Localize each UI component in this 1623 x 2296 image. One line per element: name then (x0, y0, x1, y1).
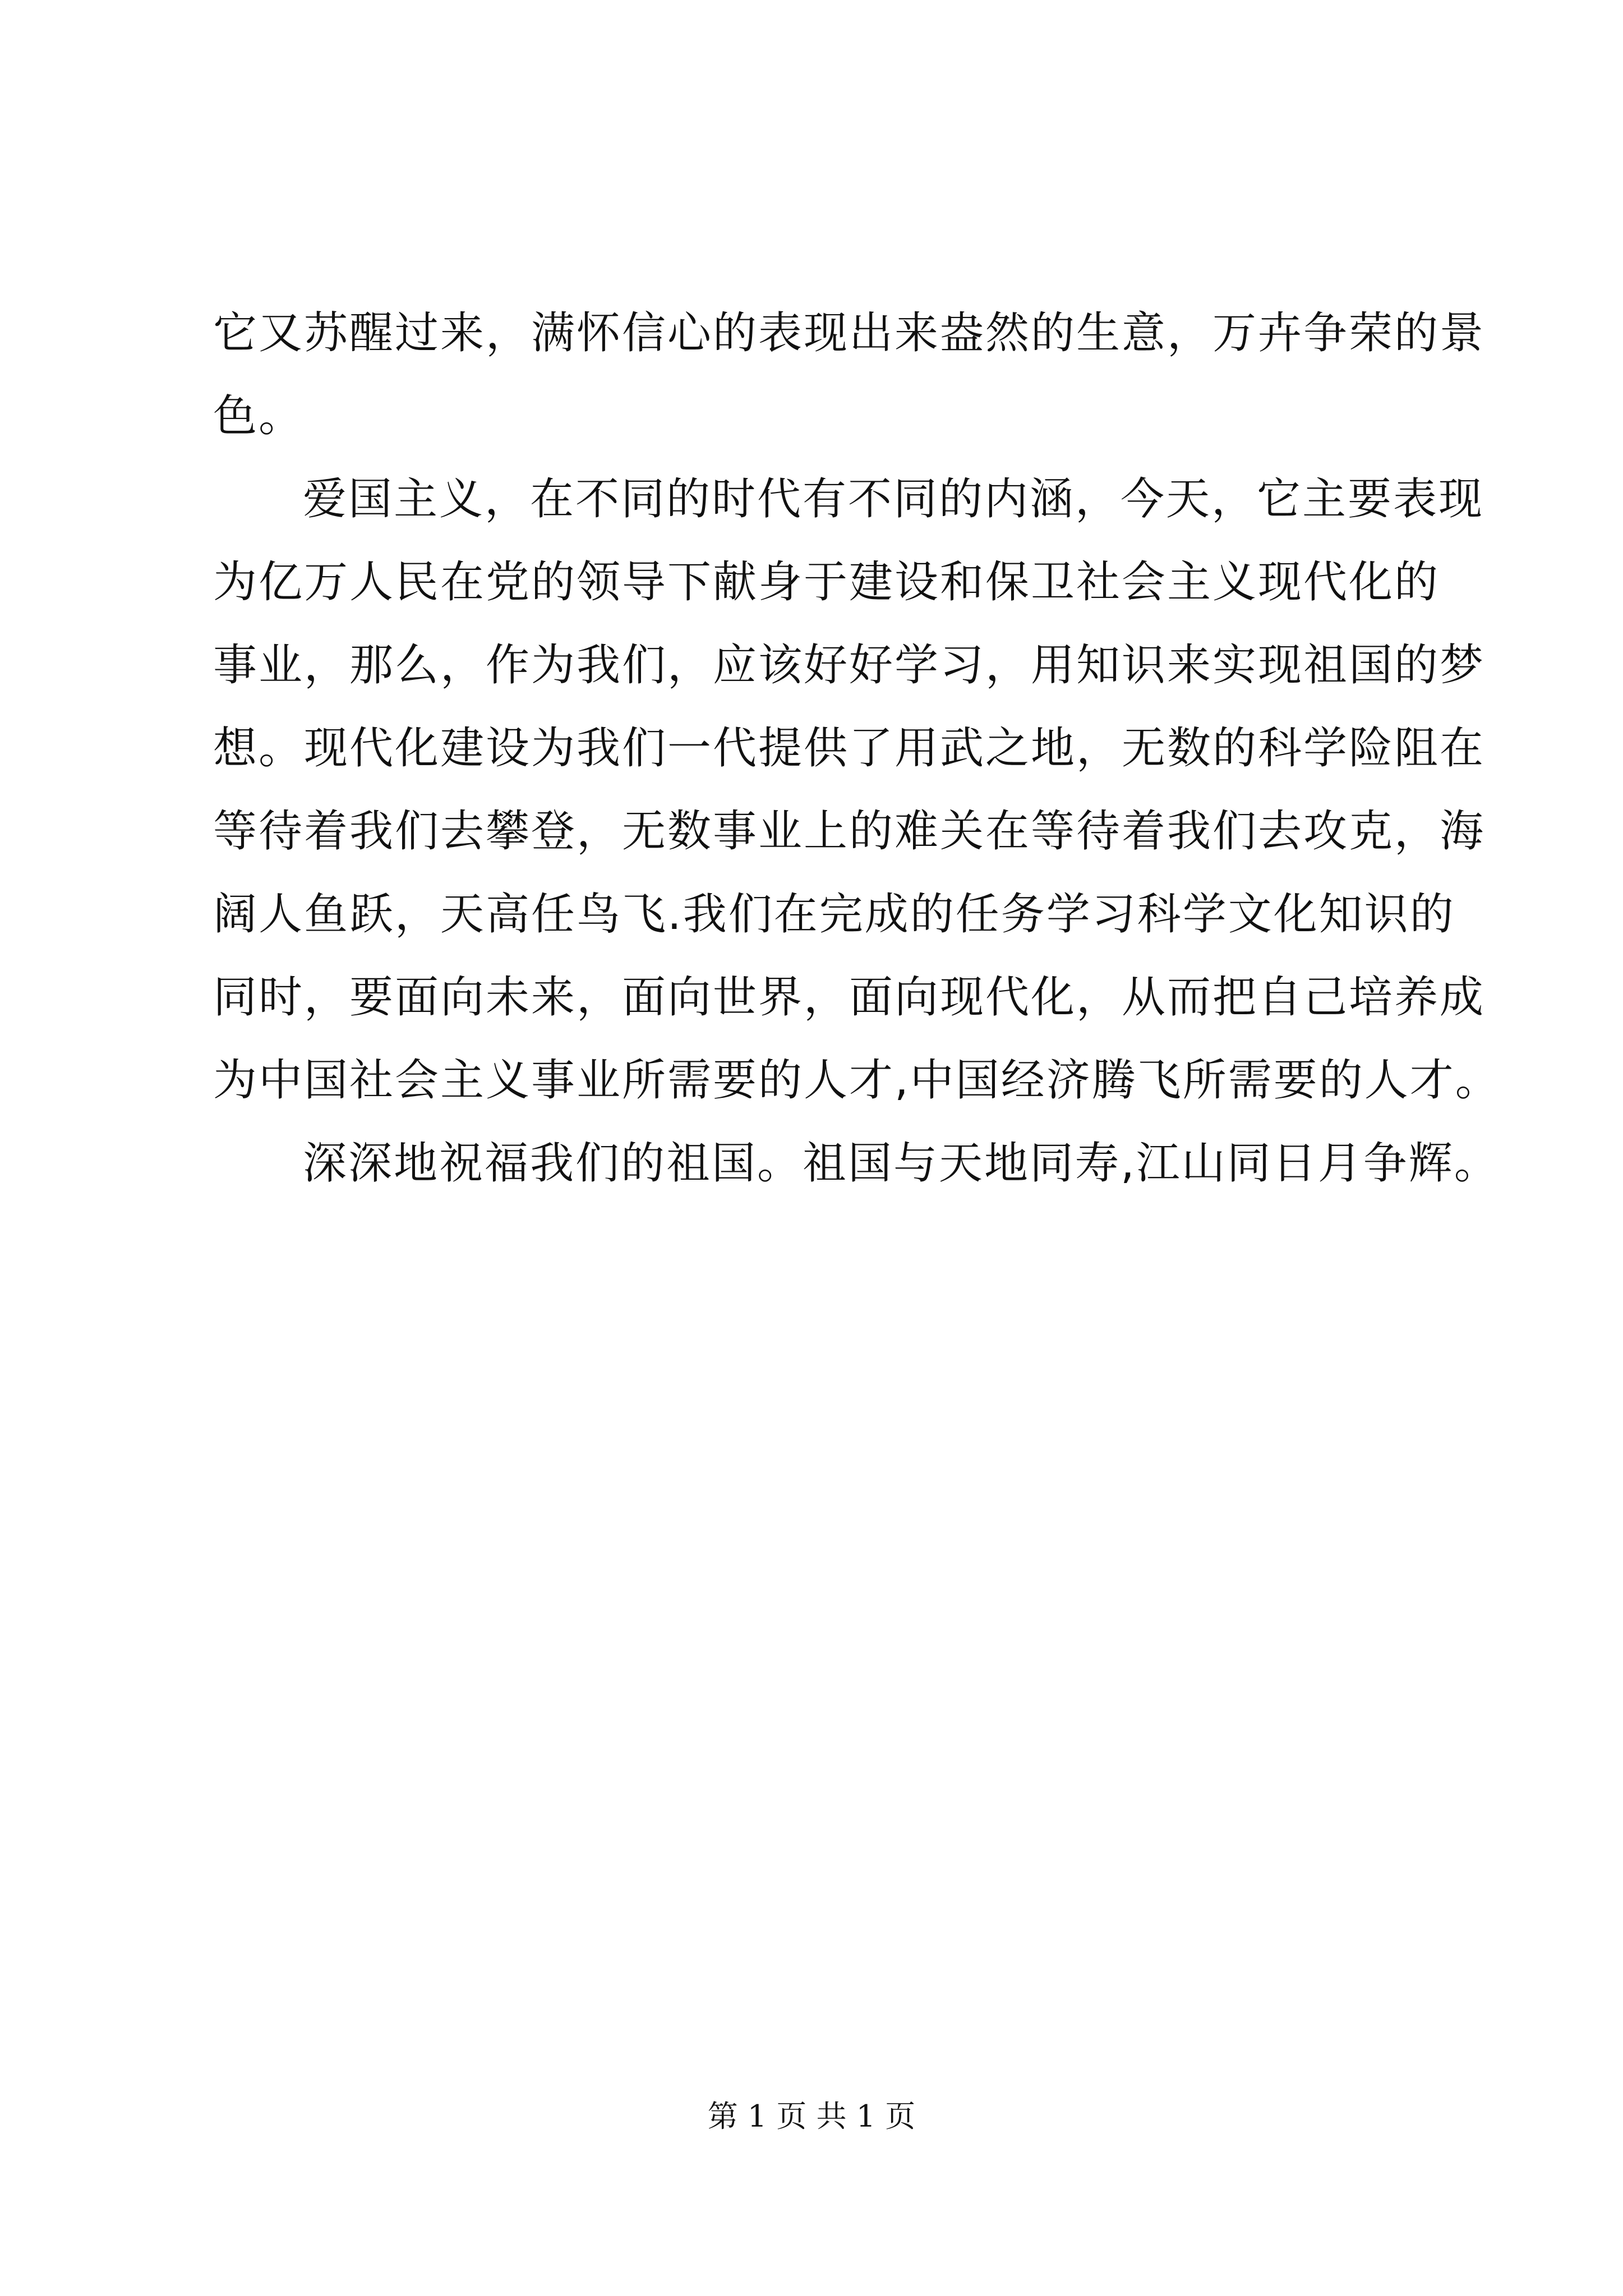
text-line: 同时，要面向未来，面向世界，面向现代化，从而把自己培养成 (213, 972, 1486, 1023)
text-line: 事业，那么，作为我们，应该好好学习，用知识来实现祖国的梦 (213, 640, 1486, 691)
paragraph-1 (213, 292, 1486, 458)
paragraph-2 (213, 458, 1501, 1122)
text-line: 它又苏醒过来，满怀信心的表现出来盎然的生意，万卉争荣的景 (213, 308, 1486, 358)
text-line: 阔人鱼跃，天高任鸟飞.我们在完成的任务学习科学文化知识的 (213, 889, 1455, 940)
document-body (213, 292, 1501, 1205)
paragraph-3 (213, 1122, 1500, 1205)
text-line: 深深地祝福我们的祖国。祖国与天地同寿,江山同日月争辉。 (303, 1138, 1500, 1189)
text-line: 为中国社会主义事业所需要的人才,中国经济腾飞所需要的人才。 (213, 1055, 1501, 1106)
page-number-footer: 第 1 页 共 1 页 (707, 2099, 916, 2134)
text-line: 为亿万人民在党的领导下献身于建设和保卫社会主义现代化的 (213, 557, 1440, 608)
text-line: 爱国主义，在不同的时代有不同的内涵，今天，它主要表现 (303, 474, 1484, 524)
text-line: 想。现代化建设为我们一代提供了用武之地，无数的科学险阻在 (213, 723, 1486, 774)
text-line: 等待着我们去攀登，无数事业上的难关在等待着我们去攻克，海 (213, 806, 1486, 857)
text-line: 色。 (213, 391, 305, 441)
